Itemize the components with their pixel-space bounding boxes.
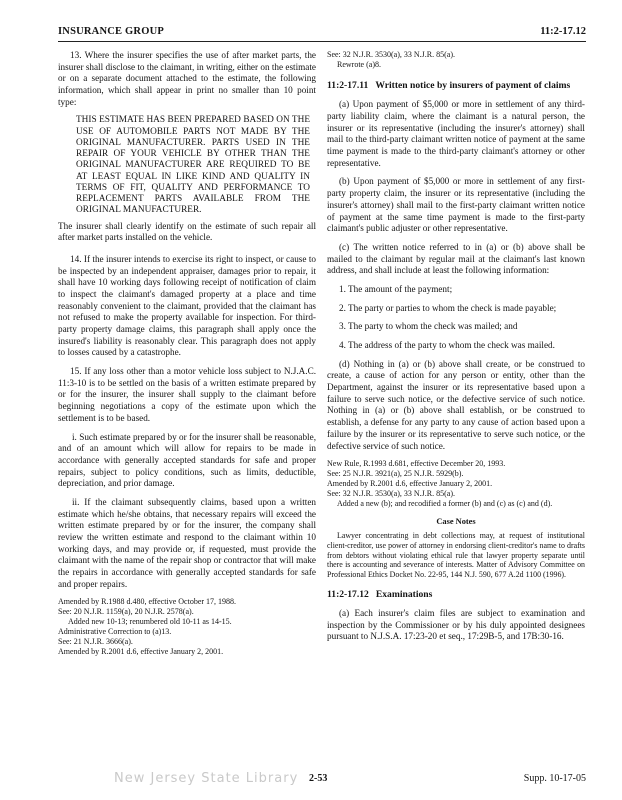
paragraph-13-intro: 13. Where the insurer specifies the use of after market parts, the insurer shall disclose to the claimant, in writing, either on the estimate or on a separate document attached to the estimate, the following information, which shall appear in print no smaller than 10 point type: [58, 50, 316, 107]
subsection-a: (a) Upon payment of $5,000 or more in settlement of any third-party liability claim, where the claimant is a natural person, the insurer or its representative (including the insurer's attorney) shall mail to the third-party claimant written notice of payment at the same time payment is made to the third-party claimant's attorney or other representative. [327, 99, 585, 168]
history-note-line: New Rule, R.1993 d.681, effective December 20, 1993. [327, 459, 506, 469]
paragraph-15-i: i. Such estimate prepared by or for the insurer shall be reasonable, and of an amount which will allow for repairs to be made in accordance with generally accepted standards for safe and proper repairs, subject to policy conditions, such as limits, deductible, depreciation, and prior damage. [58, 431, 316, 489]
section-title: Examinations [375, 588, 433, 600]
subsection-c-list [327, 284, 585, 352]
case-notes-heading: Case Notes [436, 516, 476, 526]
section-heading-11-2-17-11 [327, 80, 585, 92]
subsection-c-item: 2. The party or parties to whom the check is made payable; [339, 302, 557, 313]
left-column [58, 50, 316, 657]
history-note-line: Amended by R.2001 d.6, effective January 2, 2001. [327, 479, 493, 488]
section-title: Written notice by insurers of payment of claims [375, 79, 571, 91]
history-note-line: Amended by R.1988 d.480, effective October 17, 1988. [58, 597, 237, 607]
running-header [58, 24, 586, 42]
right-column [327, 50, 585, 650]
case-note: Lawyer concentrating in debt collections may, at request of institutional client-creditor, use power of attorney in endorsing client-creditor's name to drafts from debtors without violating ethical rule that lawyer property separate until there is accounting and severance of interests. Matter of Advisory Committee on Professional Ethics Docket No. 22-95, 144 N.J. 590, 677 A.2d 1100 (1996). [327, 531, 585, 579]
right-history-notes [327, 459, 585, 509]
subsection-a-examinations: (a) Each insurer's claim files are subject to examination and inspection by the Commissioner or by his duly appointed designees pursuant to N.J.S.A. 17:23-20 et seq., 17:29B-5, and 17B:30-16. [327, 608, 585, 642]
paragraph-15: 15. If any loss other than a motor vehicle loss subject to N.J.A.C. 11:3-10 is to be settled on the basis of a written estimate prepared by or for the insurer, the insurer shall supply to the claimant before beginning negotiations a copy of the estimate upon which the settlement is to be based. [58, 366, 316, 423]
history-note-line: See: 32 N.J.R. 3530(a), 33 N.J.R. 85(a). [327, 50, 455, 59]
history-note-line: Added a new (b); and recodified a former (b) and (c) as (c) and (d). [337, 498, 553, 508]
subsection-c-item: 4. The address of the party to whom the check was mailed. [339, 340, 555, 350]
history-note-line: Rewrote (a)8. [337, 59, 381, 69]
subsection-c-item: 1. The amount of the payment; [339, 283, 453, 294]
supplement-date: Supp. 10-17-05 [523, 773, 586, 784]
section-heading-11-2-17-12 [327, 589, 585, 601]
right-top-history-notes [327, 50, 585, 70]
history-note-line: Amended by R.2001 d.6, effective January 2, 2001. [58, 647, 224, 657]
page-footer [58, 773, 586, 789]
history-note-line: See: 21 N.J.R. 3666(a). [58, 637, 133, 647]
aftermarket-parts-notice: THIS ESTIMATE HAS BEEN PREPARED BASED ON THE USE OF AUTOMOBILE PARTS NOT MADE BY THE ORIGINAL MANUFACTURER. PARTS USED IN THE REPAIR OF YOUR VEHICLE BY OTHER THAN THE ORIGINAL MANUFACTURER ARE REQUIRED TO BE AT LEAST EQUAL IN LIKE KIND AND QUALITY IN TERMS OF FIT, QUALITY AND PERFORMANCE TO REPLACEMENT PARTS AVAILABLE FROM THE ORIGINAL MANUFACTURER. [76, 115, 310, 216]
paragraph-13-identify-parts: The insurer shall clearly identify on the estimate of such repair all after market parts installed on the vehicle. [58, 220, 316, 243]
paragraph-15-ii: ii. If the claimant subsequently claims, based upon a written estimate which he/she obtains, that necessary repairs will exceed the written estimate prepared by or for the insurer, the company shall review the written estimate and respond to the claimant within 10 working days, and may provide or, if requested, must provide the claimant with the name of the repair shop or contractor that will make the repairs in accordance with generally accepted standards for safe and proper repairs. [58, 496, 316, 589]
subsection-c: (c) The written notice referred to in (a) or (b) above shall be mailed to the claimant by regular mail at the claimant's last known address, and shall include at least the following information: [327, 241, 585, 276]
history-note-line: See: 20 N.J.R. 1159(a), 20 N.J.R. 2578(a). [58, 607, 194, 617]
paragraph-14: 14. If the insurer intends to exercise its right to inspect, or cause to be inspected by an independent appraiser, damages prior to repair, it shall have 10 working days following receipt of notification of claim to inspect the claimant's damaged property at a place and time reasonably convenient to the claimant, provided that the claimant has not refused to make the property available for inspection. For third-party property damage claims, this paragraph shall apply once the insured's liability is reasonably clear. This paragraph does not apply to losses caused by a catastrophe. [58, 253, 316, 358]
header-chapter-title: INSURANCE GROUP [58, 26, 164, 37]
subsection-b: (b) Upon payment of $5,000 or more in settlement of any first-party property claim, the insurer or its representative (including the insurer's attorney) shall mail to the first-party claimant written notice of payment at the same time payment is made to the first-party claimant's public adjuster or other representative. [327, 176, 585, 234]
subsection-c-item: 3. The party to whom the check was mailed; and [339, 321, 518, 332]
section-number: 11:2-17.12 [327, 588, 369, 600]
section-number: 11:2-17.11 [327, 79, 369, 91]
history-note-line: See: 32 N.J.R. 3530(a), 33 N.J.R. 85(a). [327, 488, 455, 498]
header-section-range: 11:2-17.12 [540, 26, 586, 37]
subsection-d: (d) Nothing in (a) or (b) above shall create, or be construed to create, a cause of action for any person or entity, other than the Department, against the insurer or its representative based upon a failure to serve such notice, or the defective service of such notice. Nothing in (a) or (b) above shall establish, or be construed to establish, a defense for any party to any cause of action based upon a failure by the insurer or its representative to serve such notice, or the defective service of such notice. [327, 358, 585, 451]
history-note-line: See: 25 N.J.R. 3921(a), 25 N.J.R. 5929(b). [327, 469, 464, 479]
library-watermark: New Jersey State Library [114, 771, 299, 786]
left-history-notes [58, 597, 316, 656]
page-number: 2-53 [309, 773, 328, 784]
history-note-line: Added new 10-13; renumbered old 10-11 as 14-15. [68, 617, 232, 627]
history-note-line: Administrative Correction to (a)13. [58, 627, 172, 637]
